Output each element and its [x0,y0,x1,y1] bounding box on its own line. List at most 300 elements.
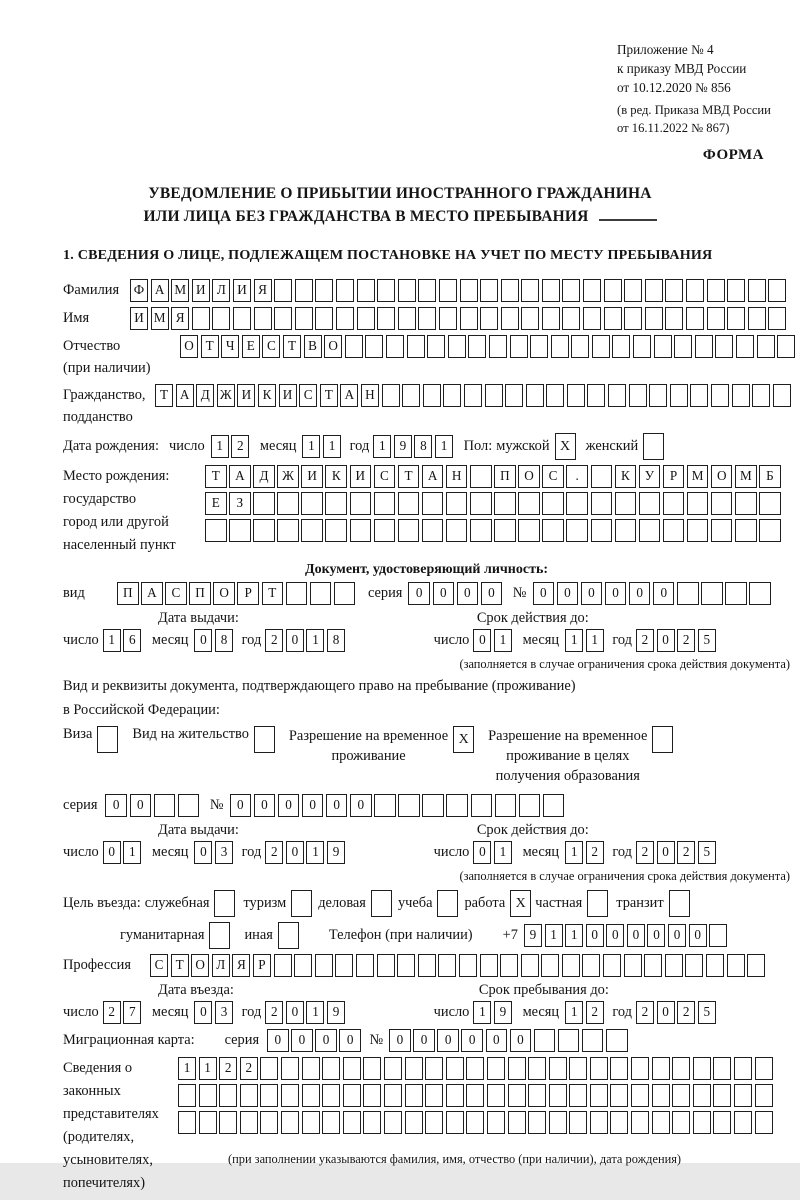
char-cell[interactable] [562,307,580,330]
char-cell[interactable] [508,1111,526,1134]
char-cell[interactable]: 5 [698,1001,716,1024]
char-cell[interactable]: Т [155,384,173,407]
char-cell[interactable] [501,279,519,302]
char-cell[interactable]: 1 [494,841,512,864]
char-cell[interactable] [508,1084,526,1107]
char-cell[interactable] [592,335,610,358]
char-cell[interactable] [205,519,227,542]
char-cell[interactable] [487,1111,505,1134]
char-cell[interactable] [315,307,333,330]
char-cell[interactable]: 2 [677,1001,695,1024]
char-cell[interactable] [759,519,781,542]
char-cell[interactable] [470,519,492,542]
char-cell[interactable] [521,307,539,330]
char-cell[interactable] [466,1084,484,1107]
purpose-official-checkbox[interactable] [214,890,235,917]
char-cell[interactable] [693,1084,711,1107]
char-cell[interactable]: 0 [291,1029,313,1052]
char-cell[interactable] [727,279,745,302]
char-cell[interactable] [260,1111,278,1134]
char-cell[interactable]: 0 [653,582,675,605]
char-cell[interactable] [631,1084,649,1107]
char-cell[interactable] [418,954,436,977]
char-cell[interactable] [219,1111,237,1134]
char-cell[interactable] [281,1084,299,1107]
char-cell[interactable] [687,492,709,515]
char-cell[interactable] [274,954,292,977]
char-cell[interactable]: 0 [627,924,645,947]
char-cell[interactable] [425,1084,443,1107]
char-cell[interactable]: 0 [657,1001,675,1024]
char-cell[interactable]: 0 [286,1001,304,1024]
char-cell[interactable]: М [687,465,709,488]
char-cell[interactable]: 1 [323,435,341,458]
sex-male-checkbox[interactable]: X [555,433,576,460]
char-cell[interactable] [384,1111,402,1134]
char-cell[interactable]: О [324,335,342,358]
char-cell[interactable] [260,1057,278,1080]
char-cell[interactable]: 1 [302,435,320,458]
char-cell[interactable]: А [422,465,444,488]
char-cell[interactable] [749,582,771,605]
char-cell[interactable] [480,954,498,977]
char-cell[interactable]: К [325,465,347,488]
char-cell[interactable] [325,519,347,542]
char-cell[interactable] [470,492,492,515]
char-cell[interactable]: Р [663,465,685,488]
char-cell[interactable] [583,307,601,330]
char-cell[interactable] [542,279,560,302]
char-cell[interactable] [460,307,478,330]
char-cell[interactable] [192,307,210,330]
char-cell[interactable] [542,519,564,542]
char-cell[interactable] [470,465,492,488]
char-cell[interactable] [334,582,356,605]
char-cell[interactable]: Т [171,954,189,977]
char-cell[interactable]: В [304,335,322,358]
char-cell[interactable]: И [350,465,372,488]
char-cell[interactable]: 2 [103,1001,121,1024]
char-cell[interactable] [363,1111,381,1134]
char-cell[interactable]: 0 [668,924,686,947]
char-cell[interactable]: Е [242,335,260,358]
char-cell[interactable] [495,794,517,817]
char-cell[interactable] [521,279,539,302]
char-cell[interactable] [253,492,275,515]
char-cell[interactable] [398,794,420,817]
char-cell[interactable] [665,307,683,330]
char-cell[interactable] [639,492,661,515]
char-cell[interactable] [528,1057,546,1080]
char-cell[interactable] [310,582,332,605]
char-cell[interactable] [398,492,420,515]
char-cell[interactable]: И [279,384,297,407]
char-cell[interactable]: Н [446,465,468,488]
char-cell[interactable]: 0 [315,1029,337,1052]
purpose-humanitarian-checkbox[interactable] [209,922,230,949]
char-cell[interactable] [715,335,733,358]
char-cell[interactable]: О [518,465,540,488]
char-cell[interactable]: 0 [557,582,579,605]
char-cell[interactable]: П [494,465,516,488]
char-cell[interactable]: 0 [278,794,300,817]
char-cell[interactable]: 0 [533,582,555,605]
char-cell[interactable]: 1 [494,629,512,652]
char-cell[interactable]: М [171,279,189,302]
char-cell[interactable]: 0 [433,582,455,605]
char-cell[interactable] [583,279,601,302]
char-cell[interactable]: 0 [408,582,430,605]
char-cell[interactable] [374,519,396,542]
char-cell[interactable] [773,384,791,407]
char-cell[interactable]: 8 [327,629,345,652]
char-cell[interactable] [505,384,523,407]
char-cell[interactable] [439,307,457,330]
char-cell[interactable]: 0 [230,794,252,817]
char-cell[interactable]: 1 [545,924,563,947]
char-cell[interactable] [219,1084,237,1107]
char-cell[interactable] [569,1057,587,1080]
char-cell[interactable] [768,279,786,302]
char-cell[interactable] [690,384,708,407]
char-cell[interactable] [604,279,622,302]
char-cell[interactable] [590,1057,608,1080]
char-cell[interactable] [356,954,374,977]
char-cell[interactable] [711,519,733,542]
char-cell[interactable] [711,492,733,515]
char-cell[interactable] [687,519,709,542]
char-cell[interactable] [253,519,275,542]
char-cell[interactable] [485,384,503,407]
char-cell[interactable]: О [711,465,733,488]
char-cell[interactable] [480,279,498,302]
char-cell[interactable]: К [258,384,276,407]
char-cell[interactable]: . [566,465,588,488]
char-cell[interactable]: 0 [510,1029,532,1052]
char-cell[interactable]: 2 [240,1057,258,1080]
char-cell[interactable]: 6 [123,629,141,652]
char-cell[interactable] [706,954,724,977]
char-cell[interactable] [652,1057,670,1080]
char-cell[interactable] [397,954,415,977]
char-cell[interactable] [302,1057,320,1080]
char-cell[interactable] [707,307,725,330]
char-cell[interactable]: 0 [657,841,675,864]
char-cell[interactable] [562,954,580,977]
char-cell[interactable] [405,1111,423,1134]
char-cell[interactable] [748,279,766,302]
residence-permit-checkbox[interactable] [254,726,275,753]
char-cell[interactable] [672,1111,690,1134]
char-cell[interactable]: А [340,384,358,407]
char-cell[interactable]: 0 [473,629,491,652]
char-cell[interactable] [610,1084,628,1107]
char-cell[interactable] [363,1084,381,1107]
char-cell[interactable] [777,335,795,358]
char-cell[interactable] [281,1111,299,1134]
char-cell[interactable] [402,384,420,407]
char-cell[interactable] [542,307,560,330]
char-cell[interactable] [295,307,313,330]
char-cell[interactable]: С [150,954,168,977]
char-cell[interactable]: Р [237,582,259,605]
char-cell[interactable] [755,1111,773,1134]
visa-checkbox[interactable] [97,726,118,753]
char-cell[interactable] [736,335,754,358]
char-cell[interactable] [425,1111,443,1134]
char-cell[interactable]: 5 [698,629,716,652]
char-cell[interactable]: Я [232,954,250,977]
char-cell[interactable] [501,307,519,330]
char-cell[interactable] [199,1111,217,1134]
char-cell[interactable]: 0 [254,794,276,817]
char-cell[interactable] [727,307,745,330]
char-cell[interactable] [423,384,441,407]
char-cell[interactable]: 2 [265,1001,283,1024]
char-cell[interactable] [608,384,626,407]
char-cell[interactable]: Ж [277,465,299,488]
purpose-private-checkbox[interactable] [587,890,608,917]
char-cell[interactable]: 9 [327,841,345,864]
char-cell[interactable] [384,1057,402,1080]
char-cell[interactable]: 2 [636,629,654,652]
char-cell[interactable] [571,335,589,358]
char-cell[interactable] [587,384,605,407]
char-cell[interactable] [735,492,757,515]
char-cell[interactable] [301,492,323,515]
char-cell[interactable] [446,519,468,542]
char-cell[interactable] [322,1057,340,1080]
char-cell[interactable] [566,519,588,542]
char-cell[interactable] [649,384,667,407]
char-cell[interactable] [254,307,272,330]
char-cell[interactable]: 0 [339,1029,361,1052]
char-cell[interactable] [624,279,642,302]
char-cell[interactable]: П [189,582,211,605]
char-cell[interactable] [357,279,375,302]
char-cell[interactable]: И [301,465,323,488]
purpose-study-checkbox[interactable] [437,890,458,917]
char-cell[interactable] [178,1084,196,1107]
char-cell[interactable] [686,279,704,302]
char-cell[interactable] [422,794,444,817]
char-cell[interactable] [336,279,354,302]
char-cell[interactable] [693,1057,711,1080]
char-cell[interactable] [569,1084,587,1107]
char-cell[interactable] [357,307,375,330]
char-cell[interactable] [277,492,299,515]
char-cell[interactable] [240,1111,258,1134]
char-cell[interactable]: 0 [286,841,304,864]
char-cell[interactable] [534,1029,556,1052]
char-cell[interactable] [398,307,416,330]
char-cell[interactable] [260,1084,278,1107]
char-cell[interactable] [757,335,775,358]
char-cell[interactable] [489,335,507,358]
char-cell[interactable]: 8 [414,435,432,458]
char-cell[interactable] [665,954,683,977]
char-cell[interactable]: 9 [394,435,412,458]
char-cell[interactable] [508,1057,526,1080]
char-cell[interactable]: И [233,279,251,302]
char-cell[interactable]: 2 [586,841,604,864]
char-cell[interactable]: 0 [606,924,624,947]
char-cell[interactable] [663,492,685,515]
char-cell[interactable] [645,307,663,330]
char-cell[interactable] [405,1057,423,1080]
char-cell[interactable] [274,307,292,330]
char-cell[interactable] [466,1111,484,1134]
char-cell[interactable] [631,1057,649,1080]
char-cell[interactable]: 0 [586,924,604,947]
char-cell[interactable] [713,1057,731,1080]
char-cell[interactable] [528,1084,546,1107]
char-cell[interactable] [567,384,585,407]
char-cell[interactable]: 9 [327,1001,345,1024]
char-cell[interactable]: 2 [636,1001,654,1024]
char-cell[interactable] [735,519,757,542]
char-cell[interactable]: 1 [306,1001,324,1024]
char-cell[interactable] [398,519,420,542]
char-cell[interactable] [582,1029,604,1052]
char-cell[interactable] [633,335,651,358]
char-cell[interactable] [629,384,647,407]
char-cell[interactable] [748,307,766,330]
char-cell[interactable] [322,1084,340,1107]
char-cell[interactable] [350,492,372,515]
char-cell[interactable] [603,954,621,977]
char-cell[interactable] [566,492,588,515]
char-cell[interactable] [302,1111,320,1134]
char-cell[interactable] [701,582,723,605]
char-cell[interactable] [663,519,685,542]
char-cell[interactable] [407,335,425,358]
purpose-work-checkbox[interactable]: X [510,890,531,917]
char-cell[interactable] [315,279,333,302]
char-cell[interactable]: С [165,582,187,605]
char-cell[interactable]: 0 [194,841,212,864]
char-cell[interactable] [624,954,642,977]
char-cell[interactable] [652,1084,670,1107]
char-cell[interactable]: 1 [306,629,324,652]
char-cell[interactable]: 0 [629,582,651,605]
char-cell[interactable] [686,307,704,330]
char-cell[interactable] [711,384,729,407]
char-cell[interactable] [713,1111,731,1134]
purpose-business-checkbox[interactable] [371,890,392,917]
char-cell[interactable]: 0 [689,924,707,947]
char-cell[interactable] [624,307,642,330]
char-cell[interactable] [582,954,600,977]
char-cell[interactable]: С [262,335,280,358]
char-cell[interactable] [240,1084,258,1107]
char-cell[interactable]: О [213,582,235,605]
char-cell[interactable]: Д [253,465,275,488]
char-cell[interactable]: 0 [605,582,627,605]
char-cell[interactable]: 0 [486,1029,508,1052]
char-cell[interactable] [233,307,251,330]
char-cell[interactable] [591,465,613,488]
char-cell[interactable] [518,492,540,515]
temp-residence-checkbox[interactable]: X [453,726,474,753]
char-cell[interactable]: 1 [473,1001,491,1024]
char-cell[interactable] [677,582,699,605]
char-cell[interactable] [693,1111,711,1134]
char-cell[interactable] [322,1111,340,1134]
char-cell[interactable]: 0 [657,629,675,652]
char-cell[interactable]: 9 [524,924,542,947]
char-cell[interactable] [590,1111,608,1134]
char-cell[interactable] [645,279,663,302]
char-cell[interactable] [448,335,466,358]
char-cell[interactable] [591,519,613,542]
char-cell[interactable] [549,1111,567,1134]
char-cell[interactable]: Б [759,465,781,488]
char-cell[interactable]: Л [212,279,230,302]
char-cell[interactable]: 1 [123,841,141,864]
char-cell[interactable] [374,794,396,817]
char-cell[interactable]: 1 [199,1057,217,1080]
char-cell[interactable]: Н [361,384,379,407]
char-cell[interactable] [685,954,703,977]
char-cell[interactable] [427,335,445,358]
char-cell[interactable] [707,279,725,302]
char-cell[interactable] [604,307,622,330]
char-cell[interactable] [459,954,477,977]
char-cell[interactable] [747,954,765,977]
char-cell[interactable]: И [130,307,148,330]
char-cell[interactable]: А [176,384,194,407]
char-cell[interactable]: К [615,465,637,488]
char-cell[interactable]: Ф [130,279,148,302]
char-cell[interactable] [301,519,323,542]
char-cell[interactable]: 0 [267,1029,289,1052]
char-cell[interactable] [345,335,363,358]
char-cell[interactable] [466,1057,484,1080]
char-cell[interactable] [336,307,354,330]
char-cell[interactable]: Т [201,335,219,358]
char-cell[interactable]: О [180,335,198,358]
char-cell[interactable]: 1 [306,841,324,864]
char-cell[interactable]: 0 [389,1029,411,1052]
char-cell[interactable] [377,279,395,302]
char-cell[interactable] [500,954,518,977]
char-cell[interactable]: 7 [123,1001,141,1024]
char-cell[interactable] [425,1057,443,1080]
char-cell[interactable]: С [299,384,317,407]
char-cell[interactable] [446,492,468,515]
char-cell[interactable] [759,492,781,515]
char-cell[interactable]: Ж [217,384,235,407]
char-cell[interactable] [541,954,559,977]
char-cell[interactable]: 0 [437,1029,459,1052]
char-cell[interactable] [755,1057,773,1080]
char-cell[interactable] [335,954,353,977]
char-cell[interactable] [398,279,416,302]
char-cell[interactable] [615,519,637,542]
char-cell[interactable] [178,794,200,817]
char-cell[interactable] [591,492,613,515]
char-cell[interactable]: А [141,582,163,605]
char-cell[interactable] [670,384,688,407]
char-cell[interactable] [551,335,569,358]
char-cell[interactable]: З [229,492,251,515]
char-cell[interactable] [386,335,404,358]
char-cell[interactable]: 1 [586,629,604,652]
char-cell[interactable] [755,1084,773,1107]
char-cell[interactable]: 0 [103,841,121,864]
char-cell[interactable]: 1 [373,435,391,458]
